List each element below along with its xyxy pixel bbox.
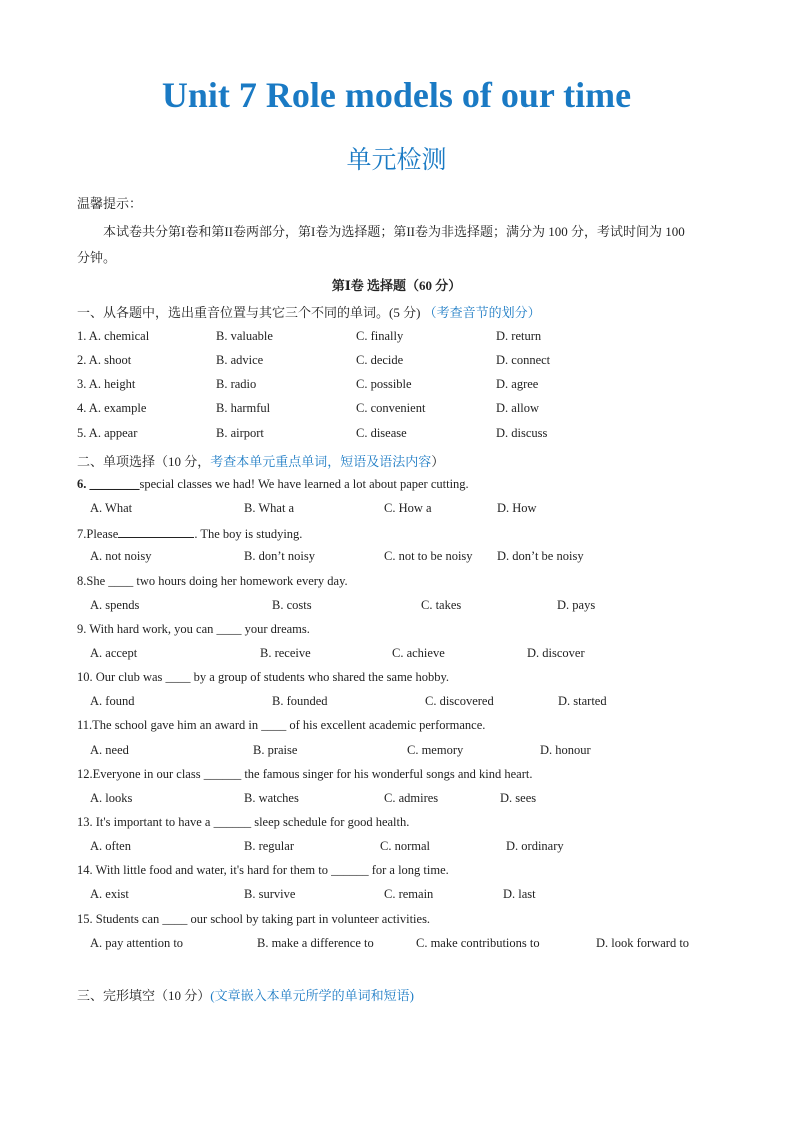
q15-option-d: D. look forward to: [596, 936, 690, 950]
q6-stem: [77, 477, 469, 492]
q12-option-b: B. watches: [244, 791, 299, 805]
q14-option-b: B. survive: [244, 887, 296, 901]
q13-option-c: C. normal: [380, 839, 430, 853]
page-title: Unit 7 Role models of our time: [161, 75, 632, 115]
part1-row-1-b: B. valuable: [216, 329, 273, 343]
q8-stem: 8.She ____ two hours doing her homework every day.: [77, 574, 348, 588]
q8-option-b: B. costs: [272, 598, 312, 612]
q6-option-b: B. What a: [244, 501, 295, 515]
part1-note: （考查音节的划分）: [423, 305, 541, 320]
part1-row-3-b: B. radio: [216, 377, 257, 391]
q7-option-c: C. not to be noisy: [384, 549, 473, 563]
part2-title: 二、单项选择（10 分，: [77, 454, 211, 469]
q7-option-a: A. not noisy: [90, 549, 152, 563]
part2-heading: [77, 451, 444, 470]
q6-blank: ________: [89, 477, 140, 491]
q7-blank: [118, 525, 194, 538]
q11-option-c: C. memory: [407, 743, 464, 757]
q9-option-b: B. receive: [260, 646, 311, 660]
part1-row-3-c: C. possible: [356, 377, 412, 391]
q11-stem: 11.The school gave him an award in ____ of his excellent academic performance.: [77, 718, 486, 732]
q6-number: 6.: [77, 477, 87, 491]
part1-title: 一、从各题中，选出重音位置与其它三个不同的单词。(5 分): [77, 305, 421, 320]
page-subtitle: 单元检测: [346, 145, 447, 174]
part1-row-4-a: 4. A. example: [77, 401, 147, 415]
part3-heading: [77, 985, 414, 1004]
part1-row-5-d: D. discuss: [496, 426, 548, 440]
q13-option-b: B. regular: [244, 839, 294, 853]
q10-option-b: B. founded: [272, 694, 328, 708]
q7-pre: 7.Please: [77, 527, 119, 541]
q12-stem: 12.Everyone in our class ______ the famous singer for his wonderful songs and kind heart.: [77, 767, 533, 781]
section-header: 第Ⅰ卷 选择题（60 分）: [331, 278, 462, 293]
notice-label: 温馨提示：: [77, 196, 143, 211]
part1-row-1-a: 1. A. chemical: [77, 329, 150, 343]
q7-post: . The boy is studying.: [194, 527, 303, 541]
q8-option-d: D. pays: [557, 598, 596, 612]
q7-stem: [77, 525, 302, 542]
notice-line-1: 本试卷共分第I卷和第II卷两部分，第I卷为选择题；第II卷为非选择题；满分为 100 分，考试时间为 100: [103, 224, 685, 239]
part1-row-2-c: C. decide: [356, 353, 404, 367]
q11-option-d: D. honour: [540, 743, 591, 757]
q13-option-d: D. ordinary: [506, 839, 564, 853]
q10-stem: 10. Our club was ____ by a group of students who shared the same hobby.: [77, 670, 450, 684]
q10-option-d: D. started: [558, 694, 607, 708]
part1-row-5-b: B. airport: [216, 426, 264, 440]
part1-row-4-d: D. allow: [496, 401, 540, 415]
q12-option-a: A. looks: [90, 791, 133, 805]
q10-option-a: A. found: [90, 694, 135, 708]
q12-option-c: C. admires: [384, 791, 439, 805]
q9-option-d: D. discover: [527, 646, 585, 660]
part2-note: 考查本单元重点单词，短语及语法内容: [210, 454, 432, 469]
part1-heading: [77, 302, 541, 321]
part1-row-1-d: D. return: [496, 329, 542, 343]
q9-stem: 9. With hard work, you can ____ your dreams.: [77, 622, 310, 636]
part2-close: ）: [431, 454, 445, 469]
q14-option-a: A. exist: [90, 887, 129, 901]
q15-option-a: A. pay attention to: [90, 936, 184, 950]
part1-row-3-a: 3. A. height: [77, 377, 136, 391]
q14-option-d: D. last: [503, 887, 536, 901]
part1-row-4-b: B. harmful: [216, 401, 271, 415]
q9-option-c: C. achieve: [392, 646, 445, 660]
q6-option-c: C. How a: [384, 501, 432, 515]
part1-row-2-a: 2. A. shoot: [77, 353, 132, 367]
q8-option-c: C. takes: [421, 598, 462, 612]
part1-row-2-b: B. advice: [216, 353, 264, 367]
q14-stem: 14. With little food and water, it's hard for them to ______ for a long time.: [77, 863, 449, 877]
q8-option-a: A. spends: [90, 598, 140, 612]
q15-option-c: C. make contributions to: [416, 936, 540, 950]
q10-option-c: C. discovered: [425, 694, 494, 708]
q6-text: special classes we had! We have learned a lot about paper cutting.: [139, 477, 469, 491]
part1-row-3-d: D. agree: [496, 377, 539, 391]
part1-row-4-c: C. convenient: [356, 401, 426, 415]
part1-row-5-c: C. disease: [356, 426, 407, 440]
q12-option-d: D. sees: [500, 791, 537, 805]
q9-option-a: A. accept: [90, 646, 138, 660]
q14-option-c: C. remain: [384, 887, 434, 901]
q13-option-a: A. often: [90, 839, 131, 853]
part1-row-5-a: 5. A. appear: [77, 426, 138, 440]
q13-stem: 13. It's important to have a ______ sleep schedule for good health.: [77, 815, 410, 829]
q6-option-a: A. What: [90, 501, 133, 515]
q6-option-d: D. How: [497, 501, 537, 515]
part1-row-2-d: D. connect: [496, 353, 551, 367]
notice-line-2: 分钟。: [77, 250, 117, 265]
q15-stem: 15. Students can ____ our school by taking part in volunteer activities.: [77, 912, 431, 926]
q11-option-a: A. need: [90, 743, 129, 757]
q15-option-b: B. make a difference to: [257, 936, 374, 950]
part1-row-1-c: C. finally: [356, 329, 404, 343]
q7-option-d: D. don’t be noisy: [497, 549, 584, 563]
q11-option-b: B. praise: [253, 743, 298, 757]
part3-title: 三、完形填空（10 分）: [77, 988, 211, 1003]
q7-option-b: B. don’t noisy: [244, 549, 315, 563]
part3-note: (文章嵌入本单元所学的单词和短语): [210, 988, 414, 1003]
